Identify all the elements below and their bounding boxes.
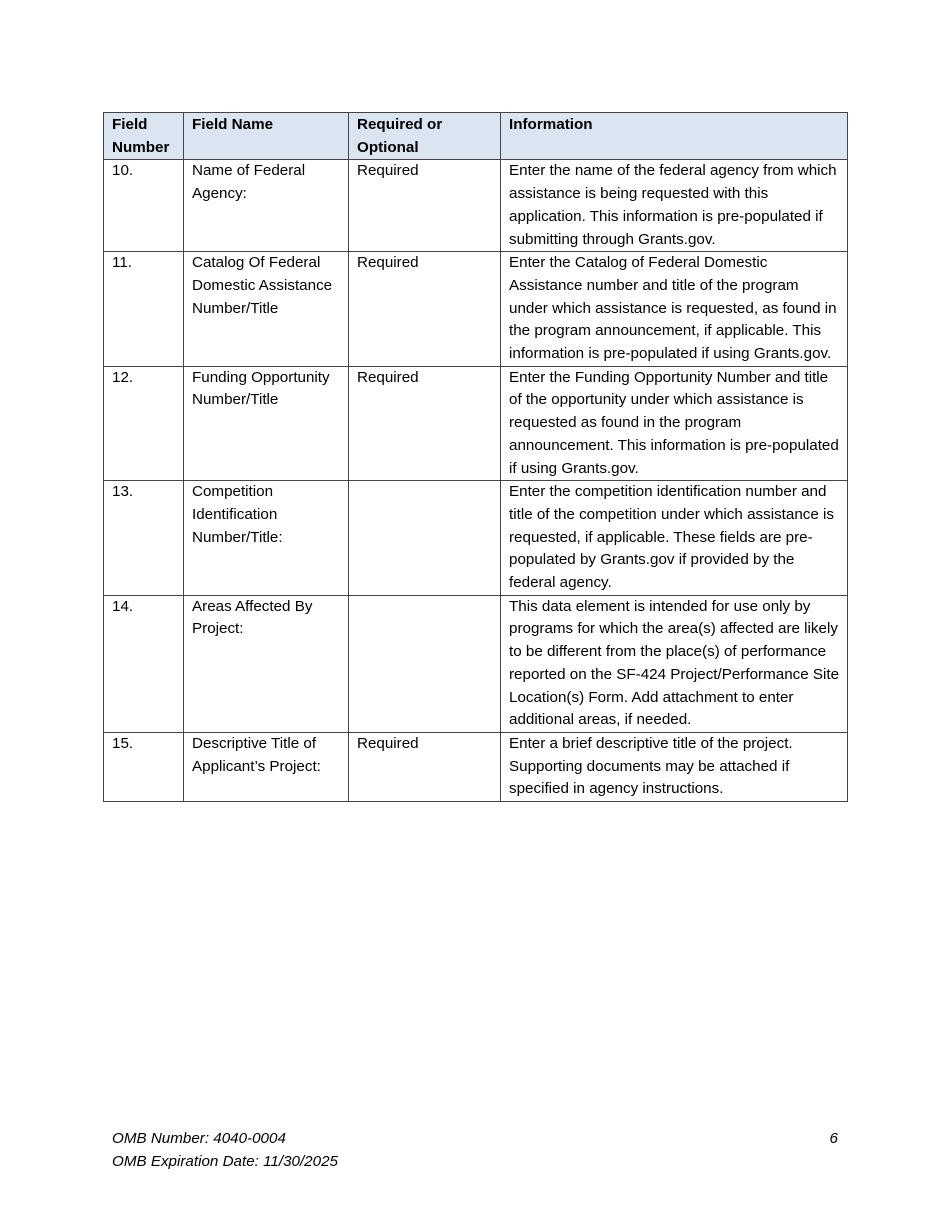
page-number: 6 [829,1130,838,1147]
table-header [104,113,848,160]
header-field-number: Field Number [104,113,184,160]
cell-required: Required [349,366,501,481]
cell-field-number: 12. [104,366,184,481]
cell-field-number: 13. [104,481,184,596]
table-row [104,366,848,481]
omb-number: OMB Number: 4040-0004 [112,1130,286,1147]
cell-required: Required [349,160,501,252]
cell-field-name: Funding Opportunity Number/Title [184,366,349,481]
table-row [104,252,848,367]
cell-field-number: 10. [104,160,184,252]
table-row [104,732,848,801]
cell-field-name: Descriptive Title of Applicant’s Project: [184,732,349,801]
header-field-name: Field Name [184,113,349,160]
header-information: Information [501,113,848,160]
header-required-optional: Required or Optional [349,113,501,160]
cell-field-number: 15. [104,732,184,801]
cell-information: Enter the name of the federal agency from which assistance is being requested with this application. This information is pre-populated if submitting through Grants.gov. [501,160,848,252]
cell-field-number: 14. [104,595,184,732]
cell-information: Enter a brief descriptive title of the project. Supporting documents may be attached if specified in agency instructions. [501,732,848,801]
cell-field-name: Name of Federal Agency: [184,160,349,252]
cell-field-name: Competition Identification Number/Title: [184,481,349,596]
table-row [104,160,848,252]
cell-information: Enter the Catalog of Federal Domestic Assistance number and title of the program under which assistance is requested, as found in the program announcement, if applicable. This information is pre-populated if using Grants.gov. [501,252,848,367]
cell-required: Required [349,252,501,367]
table-row [104,595,848,732]
footer-omb-info [112,1127,338,1173]
table-body [104,160,848,802]
cell-required [349,481,501,596]
field-instructions-table [103,112,848,802]
table-row [104,481,848,596]
cell-field-name: Catalog Of Federal Domestic Assistance Number/Title [184,252,349,367]
omb-expiration-date: OMB Expiration Date: 11/30/2025 [112,1153,338,1170]
cell-information: This data element is intended for use only by programs for which the area(s) affected are likely to be different from the place(s) of performance reported on the SF-424 Project/Performance Site Location(s) Form. Add attachment to enter additional areas, if needed. [501,595,848,732]
cell-required [349,595,501,732]
cell-required: Required [349,732,501,801]
cell-field-number: 11. [104,252,184,367]
cell-information: Enter the Funding Opportunity Number and title of the opportunity under which assistance is requested as found in the program announcement. This information is pre-populated if using Grants.gov. [501,366,848,481]
table-header-row [104,113,848,160]
cell-information: Enter the competition identification number and title of the competition under which assistance is requested, if applicable. These fields are pre-populated by Grants.gov if provided by the federal agency. [501,481,848,596]
cell-field-name: Areas Affected By Project: [184,595,349,732]
